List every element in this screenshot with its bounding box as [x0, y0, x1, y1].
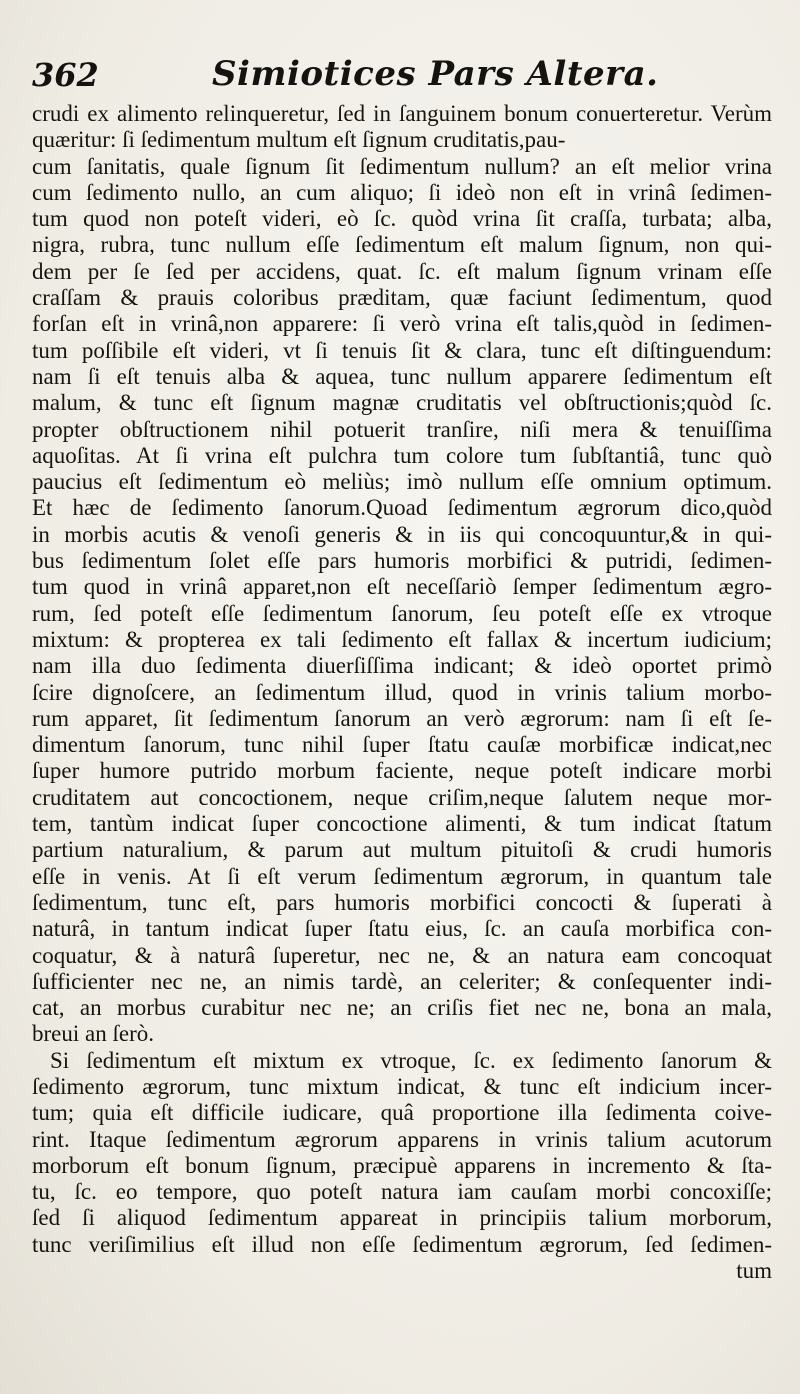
- text-line: ſuper humore putrido morbum faciente, neque poteſt indicare morbi: [32, 758, 772, 784]
- text-line: mixtum: & propterea ex tali ſedimento eſt fallax & incertum iudicium;: [32, 626, 772, 652]
- page-header: [32, 52, 772, 102]
- text-line: cum ſedimento nullo, an cum aliquo; ſi ideò non eſt in vrinâ ſedimen-: [32, 179, 772, 205]
- text-line: rum apparet, ſit ſedimentum ſanorum an verò ægrorum: nam ſi eſt ſe-: [32, 705, 772, 731]
- text-line: tum; quia eſt difficile iudicare, quâ proportione illa ſedimenta coive-: [32, 1100, 772, 1126]
- text-line: propter obſtructionem nihil potuerit tranſire, niſi mera & tenuiſſima: [32, 416, 772, 442]
- text-line: forſan eſt in vrinâ,non apparere: ſi verò vrina eſt talis,quòd in ſedimen-: [32, 311, 772, 337]
- text-line: breui an ſerò.: [32, 1021, 154, 1047]
- text-line: Et hæc de ſedimento ſanorum.Quoad ſedimentum ægrorum dico,quòd: [32, 495, 772, 521]
- text-line: rum, ſed poteſt eſſe ſedimentum ſanorum, ſeu poteſt eſſe ex vtroque: [32, 600, 772, 626]
- text-line: cum ſanitatis, quale ſignum ſit ſedimentum nullum? an eſt melior vrina: [32, 153, 772, 179]
- text-line: paucius eſt ſedimentum eò meliùs; imò nullum eſſe omnium optimum.: [32, 469, 772, 495]
- text-line: crudi ex alimento relinqueretur, ſed in ſanguinem bonum conuerteretur. Verùm quæritur: ſi ſedimentum multum eſt ſignum cruditatis,pau-: [32, 101, 772, 153]
- body-text: [32, 101, 772, 1284]
- text-line: cat, an morbus curabitur nec ne; an criſis fiet nec ne, bona an mala,: [32, 995, 772, 1021]
- text-line: morborum eſt bonum ſignum, præcipuè apparens in incremento & ſta-: [32, 1152, 772, 1178]
- text-line: tum poſſibile eſt videri, vt ſi tenuis ſit & clara, tunc eſt diſtinguendum:: [32, 337, 772, 363]
- running-head: Simiotices Pars Altera.: [212, 54, 659, 94]
- text-line: craſſam & prauis coloribus præditam, quæ faciunt ſedimentum, quod: [32, 285, 772, 311]
- text-line: ſedimento ægrorum, tunc mixtum indicat, & tunc eſt indicium incer-: [32, 1073, 772, 1099]
- text-line: nam illa duo ſedimenta diuerſiſſima indicant; & ideò oportet primò: [32, 653, 772, 679]
- text-line: tunc veriſimilius eſt illud non eſſe ſedimentum ægrorum, ſed ſedimen-: [32, 1231, 772, 1257]
- text-line: bus ſedimentum ſolet eſſe pars humoris morbifici & putridi, ſedimen-: [32, 548, 772, 574]
- text-line: Si ſedimentum eſt mixtum ex vtroque, ſc. ex ſedimento ſanorum &: [50, 1047, 772, 1073]
- text-line: dem per ſe ſed per accidens, quat. ſc. eſt malum ſignum vrinam eſſe: [32, 258, 772, 284]
- text-line: tum quod in vrinâ apparet,non eſt neceſſariò ſemper ſedimentum ægro-: [32, 574, 772, 600]
- page-number: 362: [32, 56, 99, 94]
- text-line: eſſe in venis. At ſi eſt verum ſedimentum ægrorum, in quantum tale: [32, 863, 772, 889]
- text-line: malum, & tunc eſt ſignum magnæ cruditatis vel obſtructionis;quòd ſc.: [32, 390, 772, 416]
- text-line: nam ſi eſt tenuis alba & aquea, tunc nullum apparere ſedimentum eſt: [32, 363, 772, 389]
- text-line: ſufficienter nec ne, an nimis tardè, an celeriter; & conſequenter indi-: [32, 968, 772, 994]
- text-line: tu, ſc. eo tempore, quo poteſt natura iam cauſam morbi concoxiſſe;: [32, 1179, 772, 1205]
- text-line: ſedimentum, tunc eſt, pars humoris morbifici concocti & ſuperati à: [32, 889, 772, 915]
- text-line: tem, tantùm indicat ſuper concoctione alimenti, & tum indicat ſtatum: [32, 811, 772, 837]
- text-line: partium naturalium, & parum aut multum pituitoſi & crudi humoris: [32, 837, 772, 863]
- text-line: ſcire dignoſcere, an ſedimentum illud, quod in vrinis talium morbo-: [32, 679, 772, 705]
- text-line: dimentum ſanorum, tunc nihil ſuper ſtatu cauſæ morbificæ indicat,nec: [32, 732, 772, 758]
- text-line: naturâ, in tantum indicat ſuper ſtatu eius, ſc. an cauſa morbifica con-: [32, 916, 772, 942]
- text-line: cruditatem aut concoctionem, neque criſim,neque ſalutem neque mor-: [32, 784, 772, 810]
- text-line: ſed ſi aliquod ſedimentum appareat in principiis talium morborum,: [32, 1205, 772, 1231]
- text-line: tum quod non poteſt videri, eò ſc. quòd vrina ſit craſſa, turbata; alba,: [32, 206, 772, 232]
- text-line: in morbis acutis & venoſi generis & in iis qui concoquuntur,& in qui-: [32, 521, 772, 547]
- text-line: aquoſitas. At ſi vrina eſt pulchra tum colore tum ſubſtantiâ, tunc quò: [32, 442, 772, 468]
- text-line: tum: [736, 1258, 772, 1284]
- text-line: rint. Itaque ſedimentum ægrorum apparens in vrinis talium acutorum: [32, 1126, 772, 1152]
- text-line: coquatur, & à naturâ ſuperetur, nec ne, & an natura eam concoquat: [32, 942, 772, 968]
- text-line: nigra, rubra, tunc nullum eſſe ſedimentum eſt malum ſignum, non qui-: [32, 232, 772, 258]
